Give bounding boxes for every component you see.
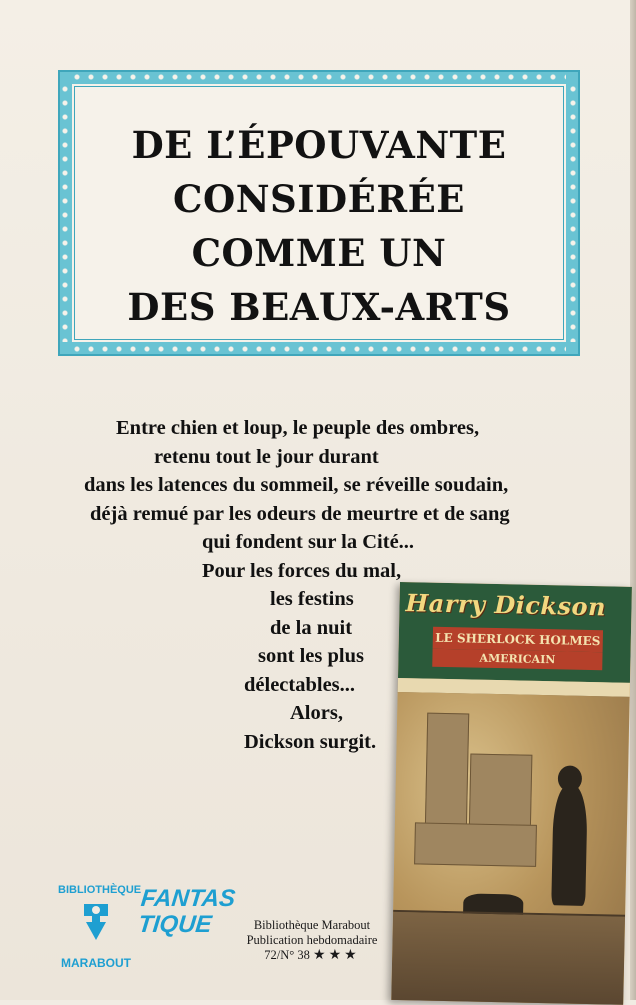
fantas-line-2: TIQUE — [136, 911, 214, 938]
cover-edge — [630, 0, 636, 1000]
blurb-line-1: Entre chien et loup, le peuple des ombres, — [116, 417, 480, 439]
blurb-line-12: Dickson surgit. — [244, 730, 377, 753]
blurb-line-5: qui fondent sur la Cité... — [202, 531, 415, 553]
magazine-header — [398, 582, 632, 683]
fantastique-logo — [134, 885, 237, 968]
bibliotheque-marabout-logo — [58, 884, 142, 970]
blurb-line-10: délectables... — [244, 673, 356, 696]
marabout-emblem-icon — [80, 902, 112, 942]
blurb-line-9: sont les plus — [258, 645, 364, 667]
rating-stars: ★★★ — [313, 948, 360, 963]
detective-figure — [551, 785, 588, 906]
blurb-line-2: retenu tout le jour durant — [154, 445, 379, 468]
publisher-info — [226, 918, 398, 963]
frame-ornament-left — [60, 84, 70, 342]
frame-ornament-top — [72, 72, 566, 82]
title-frame — [58, 70, 580, 356]
book-title — [72, 118, 566, 334]
issue-number: 72/N° 38 — [264, 948, 310, 962]
rocks — [391, 910, 625, 1005]
title-line-3: COMME UN — [191, 231, 447, 275]
magazine-subtitle-2: AMERICAIN — [432, 649, 602, 671]
magazine-title: Harry Dickson — [405, 588, 607, 622]
title-line-2: CONSIDÉRÉE — [173, 177, 465, 221]
blurb-line-8: de la nuit — [270, 616, 353, 639]
blurb-line-3: dans les latences du sommeil, se réveille soudain, — [84, 474, 509, 496]
publisher-line-2: Publication hebdomadaire — [246, 933, 378, 947]
blurb-line-11: Alors, — [290, 702, 343, 724]
frame-ornament-bottom — [72, 344, 566, 354]
blurb-line-7: les festins — [270, 588, 354, 610]
title-line-4: DES BEAUX-ARTS — [127, 285, 511, 329]
blurb-line-4: déjà remué par les odeurs de meurtre et de sang — [90, 502, 510, 525]
magazine-subtitle: LE SHERLOCK HOLMES — [433, 627, 603, 653]
blurb-line-6: Pour les forces du mal, — [202, 559, 402, 582]
magazine-illustration — [391, 692, 629, 1005]
ruin-tower — [425, 713, 470, 836]
title-line-1: DE L’ÉPOUVANTE — [131, 123, 507, 167]
magazine-cover-image — [391, 582, 632, 1005]
logo-top-text: BIBLIOTHÈQUE — [58, 884, 142, 896]
frame-ornament-right — [568, 84, 578, 342]
ruin-base — [414, 822, 537, 867]
fantas-line-1: FANTAS — [139, 885, 237, 912]
publisher-line-1: Bibliothèque Marabout — [253, 918, 371, 932]
logo-bottom-text: MARABOUT — [61, 956, 131, 970]
